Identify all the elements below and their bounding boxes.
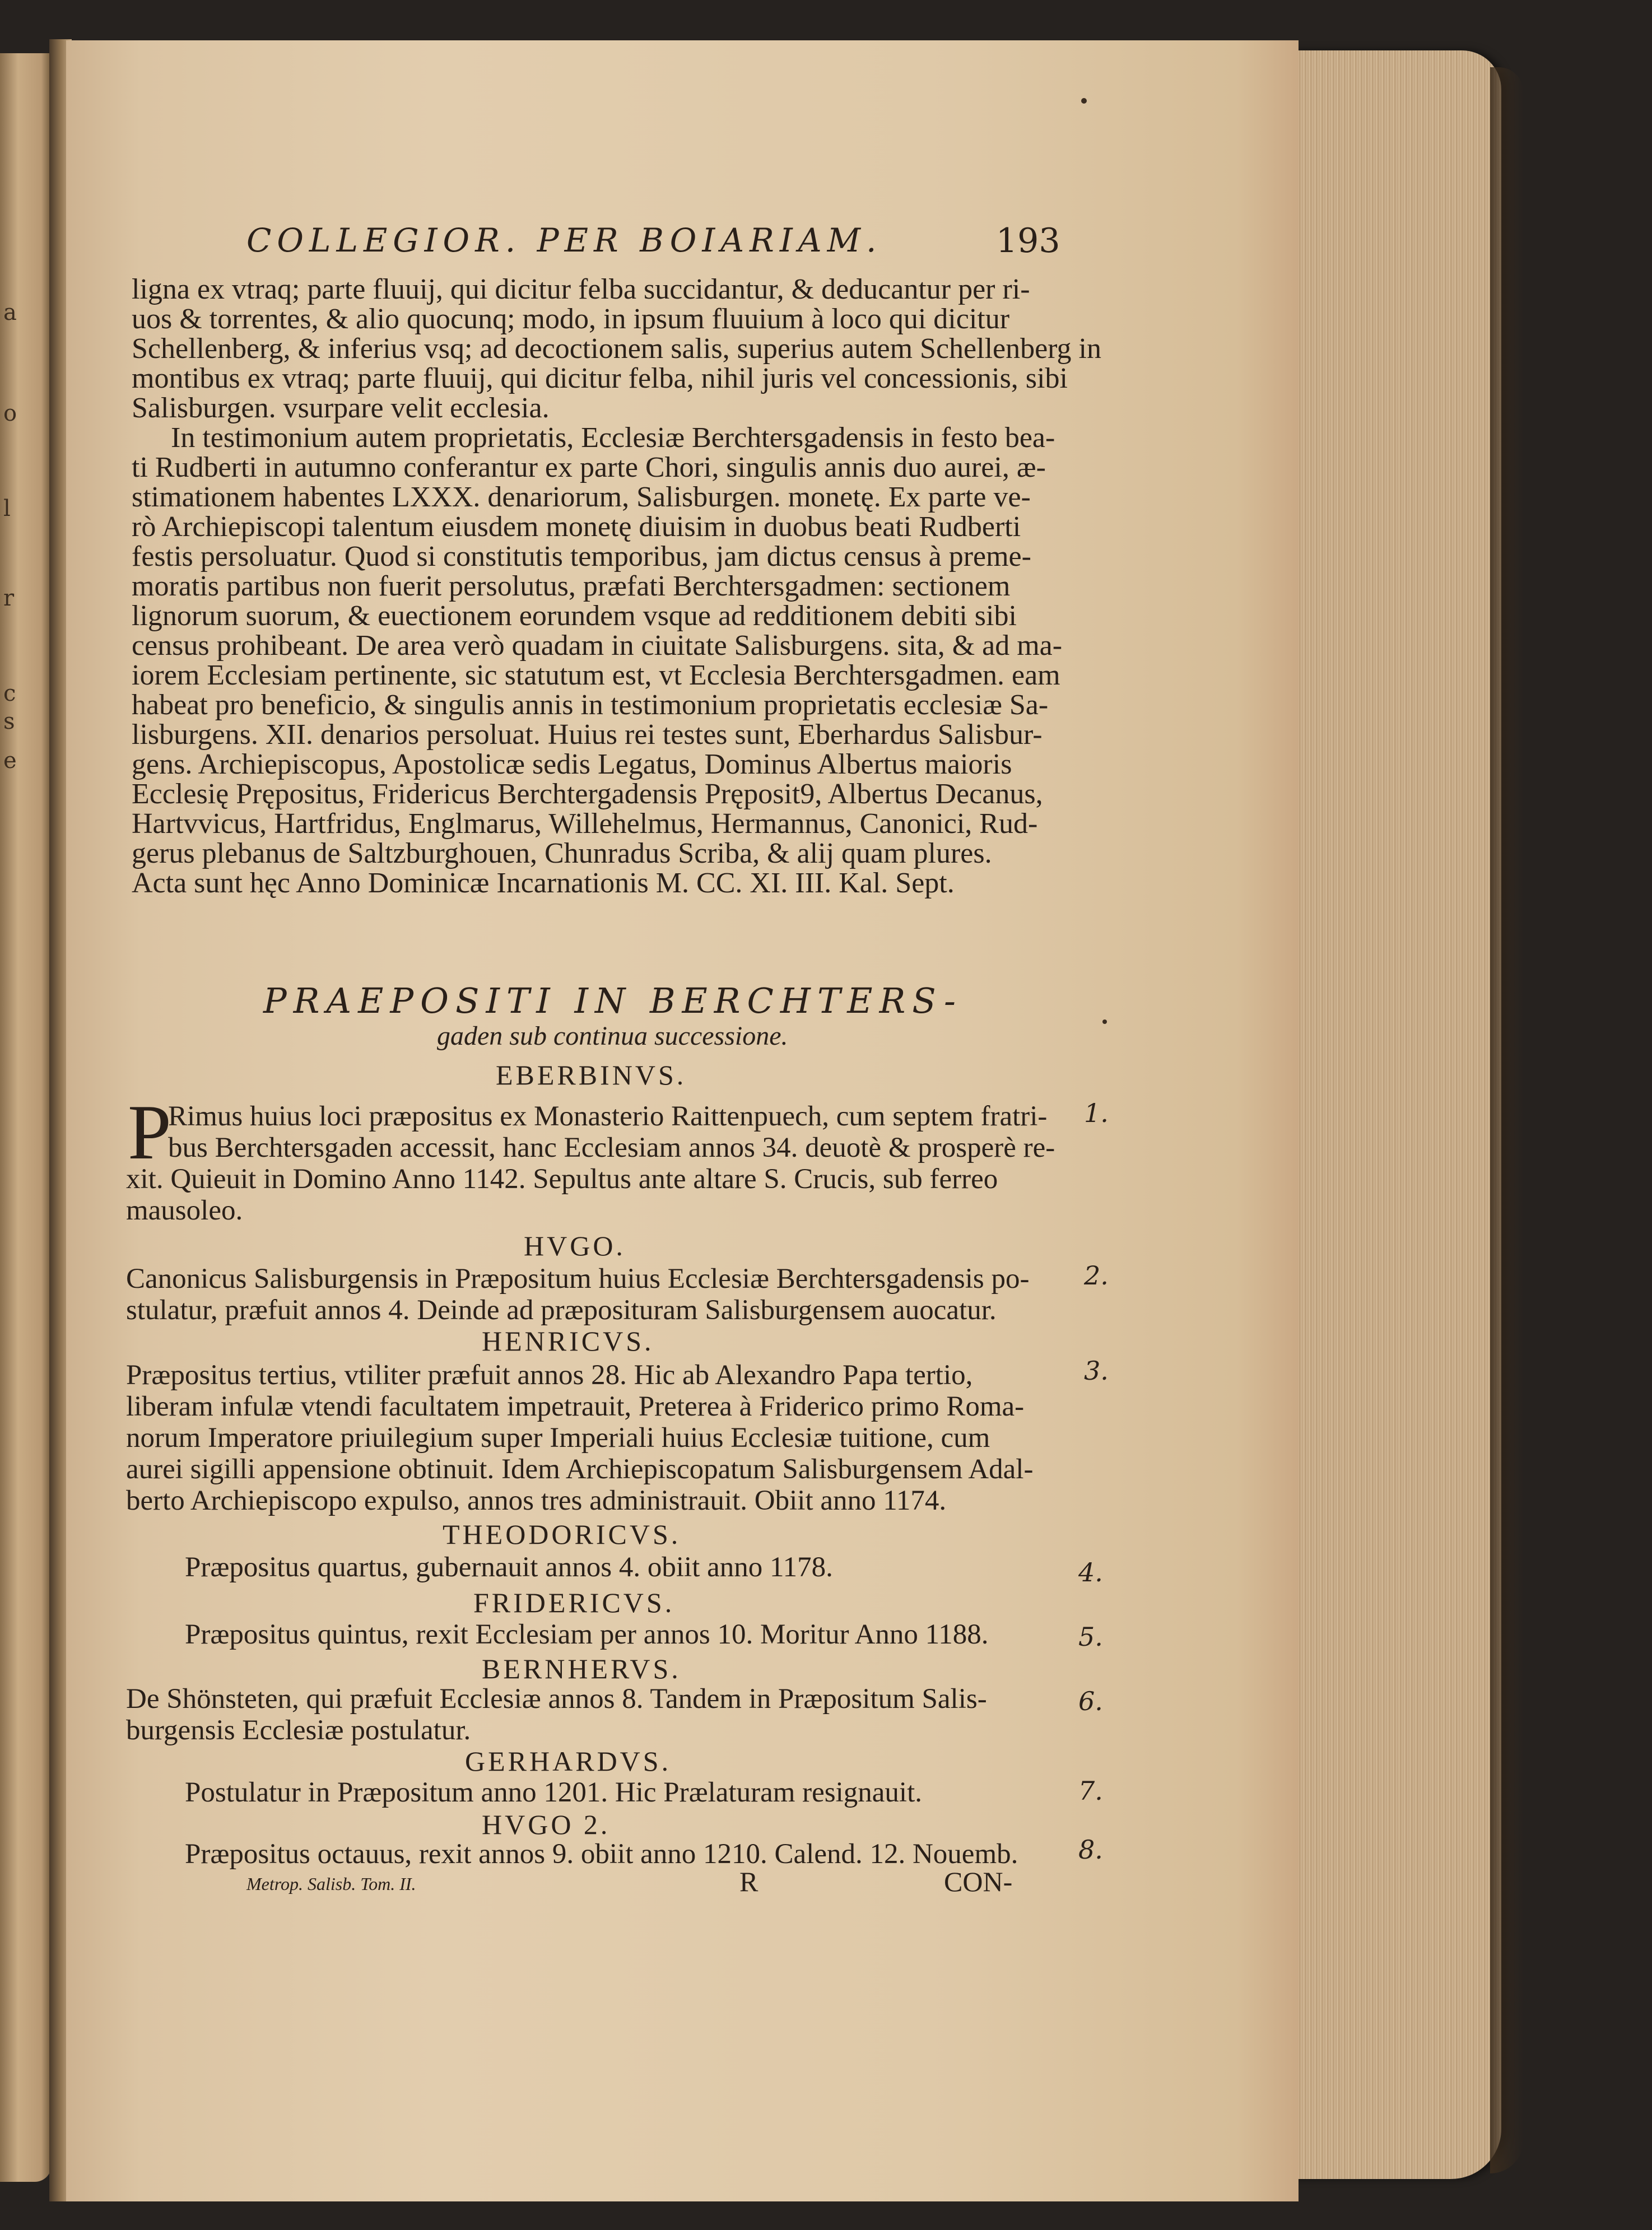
text-line: Præpositus tertius, vtiliter præfuit annos 28. Hic ab Alexandro Papa tertio, bbox=[126, 1360, 973, 1391]
text-line: habeat pro beneficio, & singulis annis in testimonium proprietatis ecclesiæ Sa- bbox=[132, 689, 1049, 721]
provost-entry bbox=[185, 1838, 1018, 1870]
text-line: lisburgens. XII. denarios persoluat. Huius rei testes sunt, Eberhardus Salisbur- bbox=[132, 719, 1043, 751]
provost-entry bbox=[185, 1552, 833, 1583]
text-line: In testimonium autem proprietatis, Ecclesiæ Berchtersgadensis in festo bea- bbox=[171, 422, 1055, 454]
text-line: burgensis Ecclesiæ postulatur. bbox=[126, 1715, 471, 1746]
text-line: gerus plebanus de Saltzburghouen, Chunradus Scriba, & alij quam plures. bbox=[132, 837, 992, 869]
text-line: festis persoluatur. Quod si constitutis temporibus, jam dictus census à preme- bbox=[132, 541, 1031, 572]
facing-page-fragment: e bbox=[3, 748, 17, 774]
text-line: De Shönsteten, qui præfuit Ecclesiæ annos 8. Tandem in Præpositum Salis- bbox=[126, 1683, 987, 1715]
provost-entry bbox=[126, 1360, 1033, 1516]
provost-entry bbox=[126, 1683, 987, 1746]
provost-name: HVGO. bbox=[524, 1230, 626, 1261]
margin-number: 1. bbox=[1084, 1098, 1109, 1128]
margin-number: 3. bbox=[1084, 1356, 1109, 1386]
text-line: Præpositus quartus, gubernauit annos 4. obiit anno 1178. bbox=[185, 1552, 833, 1583]
provost-entry bbox=[185, 1777, 922, 1808]
provost-entry-cont bbox=[126, 1163, 998, 1226]
facing-page-fragment: r bbox=[3, 585, 15, 611]
drop-cap: P bbox=[128, 1089, 171, 1176]
text-line: montibus ex vtraq; parte fluuij, qui dicitur felba, nihil juris vel concessionis, sibi bbox=[132, 362, 1068, 394]
margin-number: 7. bbox=[1078, 1776, 1103, 1806]
section-title: PRAEPOSITI IN BERCHTERS- bbox=[263, 980, 962, 1021]
gathering-letter: R bbox=[739, 1866, 758, 1897]
page-edge-shadow bbox=[1490, 67, 1524, 2173]
text-line: xit. Quieuit in Domino Anno 1142. Sepultus ante altare S. Crucis, sub ferreo bbox=[126, 1163, 998, 1195]
text-line: Hartvvicus, Hartfridus, Englmarus, Willehelmus, Hermannus, Canonici, Rud- bbox=[132, 808, 1038, 840]
text-line: lignorum suorum, & euectionem eorundem vsque ad redditionem debiti sibi bbox=[132, 600, 1017, 632]
facing-page-fragment: o bbox=[3, 401, 17, 426]
margin-number: 2. bbox=[1084, 1260, 1109, 1291]
facing-page-edge bbox=[0, 53, 52, 2182]
margin-number: 5. bbox=[1078, 1622, 1103, 1652]
text-line: uos & torrentes, & alio quocunq; modo, in ipsum fluuium à loco qui dicitur bbox=[132, 303, 1010, 335]
text-line: census prohibeant. De area verò quadam in ciuitate Salisburgens. sita, & ad ma- bbox=[132, 630, 1063, 662]
text-line: Acta sunt hęc Anno Dominicæ Incarnationis M. CC. XI. III. Kal. Sept. bbox=[132, 867, 955, 899]
facing-page-fragment: l bbox=[3, 496, 11, 522]
provost-entry bbox=[168, 1101, 1055, 1163]
provost-name: THEODORICVS. bbox=[443, 1519, 681, 1550]
running-head: COLLEGIOR. PER BOIARIAM. bbox=[246, 221, 882, 259]
text-line: bus Berchtersgaden accessit, hanc Ecclesiam annos 34. deuotè & prosperè re- bbox=[168, 1132, 1055, 1163]
text-line: liberam infulæ vtendi facultatem impetrauit, Preterea à Friderico primo Roma- bbox=[126, 1391, 1025, 1422]
text-line: moratis partibus non fuerit persolutus, præfati Berchtersgadmen: sectionem bbox=[132, 570, 1011, 602]
ink-speck bbox=[1102, 1019, 1107, 1024]
provost-entry bbox=[126, 1263, 1030, 1326]
text-line: berto Archiepiscopo expulso, annos tres administrauit. Obiit anno 1174. bbox=[126, 1485, 947, 1516]
margin-number: 6. bbox=[1078, 1686, 1103, 1716]
facing-page-fragment: c bbox=[3, 681, 16, 706]
text-line: gens. Archiepiscopus, Apostolicæ sedis Legatus, Dominus Albertus maioris bbox=[132, 748, 1012, 780]
provost-name: EBERBINVS. bbox=[496, 1059, 687, 1091]
text-line: Schellenberg, & inferius vsq; ad decoctionem salis, superius autem Schellenberg in bbox=[132, 333, 1102, 365]
page-block-edge bbox=[1288, 50, 1501, 2179]
facing-page-fragment: a bbox=[3, 300, 17, 325]
text-line: Præpositus quintus, rexit Ecclesiam per annos 10. Moritur Anno 1188. bbox=[185, 1619, 989, 1650]
text-line: stulatur, præfuit annos 4. Deinde ad præposituram Salisburgensem auocatur. bbox=[126, 1295, 997, 1326]
text-line: ti Rudberti in autumno conferantur ex parte Chori, singulis annis duo aurei, æ- bbox=[132, 451, 1046, 483]
provost-name: GERHARDVS. bbox=[465, 1745, 672, 1777]
provost-name: BERNHERVS. bbox=[482, 1653, 681, 1684]
text-line: Canonicus Salisburgensis in Præpositum huius Ecclesiæ Berchtersgadensis po- bbox=[126, 1263, 1030, 1295]
provost-entry bbox=[185, 1619, 988, 1650]
signature-mark: Metrop. Salisb. Tom. II. bbox=[246, 1874, 416, 1894]
text-line: iorem Ecclesiam pertinente, sic statutum est, vt Ecclesia Berchtersgadmen. eam bbox=[132, 659, 1060, 691]
section-subtitle: gaden sub continua successione. bbox=[437, 1021, 788, 1051]
margin-number: 8. bbox=[1078, 1835, 1103, 1865]
text-line: Rimus huius loci præpositus ex Monasterio Raittenpuech, cum septem fratri- bbox=[168, 1101, 1048, 1132]
text-line: stimationem habentes LXXX. denariorum, Salisburgen. monetę. Ex parte ve- bbox=[132, 481, 1031, 513]
provost-name: HVGO 2. bbox=[482, 1809, 611, 1840]
provost-name: HENRICVS. bbox=[482, 1325, 654, 1357]
page-number: 193 bbox=[996, 221, 1060, 260]
text-line: Postulatur in Præpositum anno 1201. Hic Prælaturam resignauit. bbox=[185, 1777, 922, 1808]
charter-text bbox=[132, 273, 1102, 899]
facing-page-fragment: s bbox=[3, 709, 15, 734]
catchword: CON- bbox=[944, 1866, 1013, 1897]
provost-name: FRIDERICVS. bbox=[473, 1587, 675, 1618]
text-line: aurei sigilli appensione obtinuit. Idem Archiepiscopatum Salisburgensem Adal- bbox=[126, 1454, 1034, 1485]
ink-speck bbox=[1081, 98, 1087, 104]
text-line: norum Imperatore priuilegium super Imperiali huius Ecclesiæ tuitione, cum bbox=[126, 1422, 990, 1454]
text-line: Præpositus octauus, rexit annos 9. obiit anno 1210. Calend. 12. Nouemb. bbox=[185, 1838, 1018, 1870]
text-line: rò Archiepiscopi talentum eiusdem monetę diuisim in duobus beati Rudberti bbox=[132, 511, 1021, 543]
text-line: ligna ex vtraq; parte fluuij, qui dicitur felba succidantur, & deducantur per ri- bbox=[132, 273, 1030, 305]
margin-number: 4. bbox=[1078, 1557, 1103, 1587]
text-line: Salisburgen. vsurpare velit ecclesia. bbox=[132, 392, 550, 424]
text-line: mausoleo. bbox=[126, 1195, 243, 1226]
text-line: Ecclesię Prępositus, Fridericus Berchtergadensis Pręposit9, Albertus Decanus, bbox=[132, 778, 1043, 810]
